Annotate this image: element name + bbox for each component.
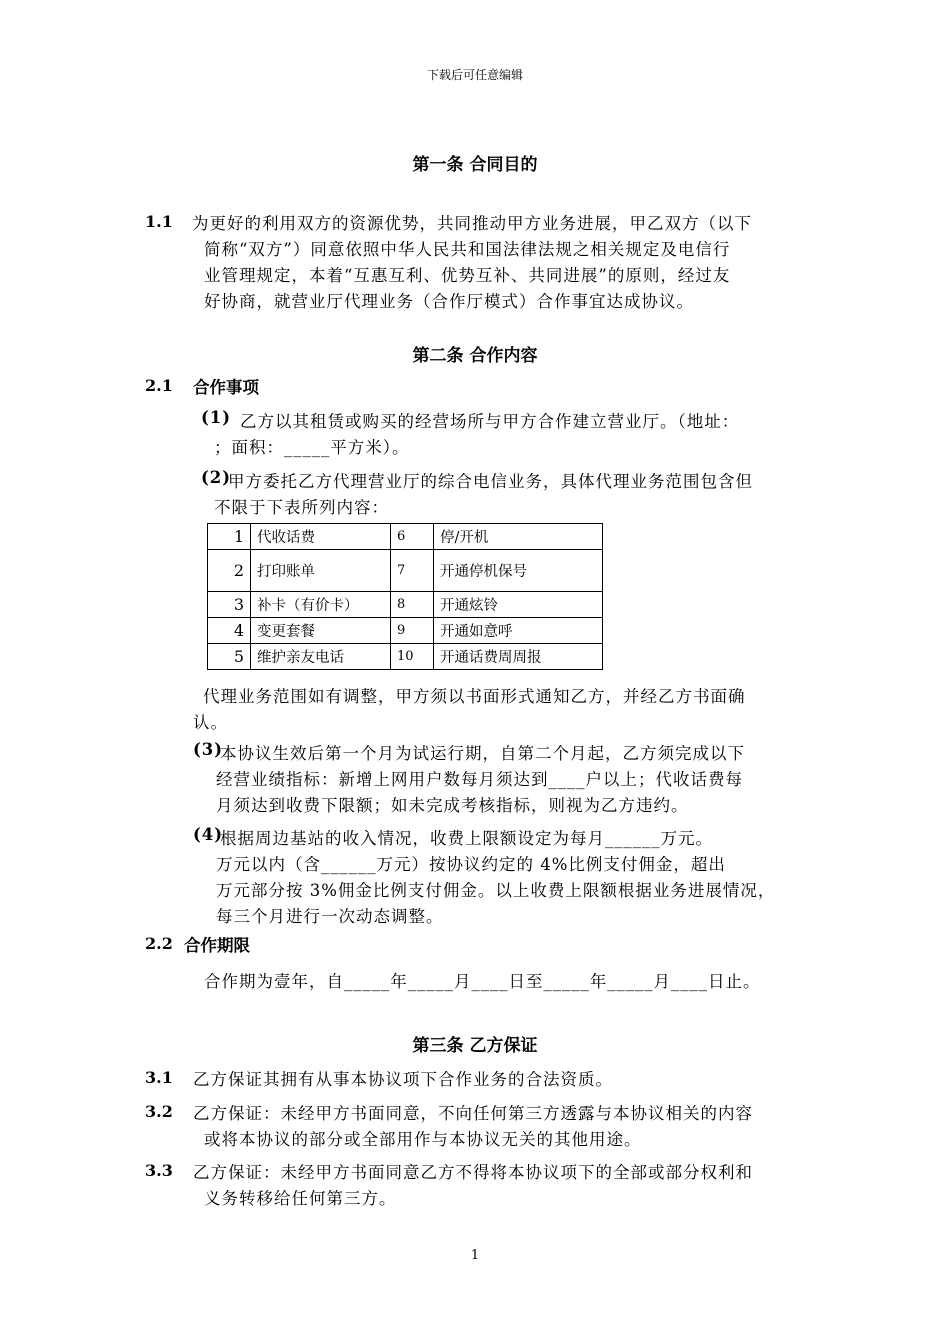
clause-3-2-line-2: 或将本协议的部分或全部用作与本协议无关的其他用途。 xyxy=(204,1130,642,1149)
item-1-number: (1) xyxy=(201,408,232,427)
clause-1-1-number: 1.1 xyxy=(145,212,173,231)
service-name: 代收话费 xyxy=(251,524,391,550)
section-2-2-title: 合作期限 xyxy=(184,936,250,955)
service-name: 开通话费周周报 xyxy=(434,644,603,670)
service-number: 8 xyxy=(391,592,434,618)
service-name: 变更套餐 xyxy=(251,618,391,644)
item-2-number: (2) xyxy=(201,468,232,487)
service-number: 5 xyxy=(208,644,251,670)
clause-1-1-line-3: 业管理规定，本着“互惠互利、优势互补、共同进展”的原则，经过友 xyxy=(204,266,731,285)
service-number: 9 xyxy=(391,618,434,644)
item-4-line-1: 根据周边基站的收入情况，收费上限额设定为每月______万元。 xyxy=(220,829,713,848)
table-row xyxy=(208,618,603,644)
adjustment-line-2: 认。 xyxy=(193,713,228,732)
item-3-line-2: 经营业绩指标：新增上网用户数每月须达到____户以上；代收话费每 xyxy=(216,770,743,789)
item-3-line-3: 月须达到收费下限额；如未完成考核指标，则视为乙方违约。 xyxy=(216,796,689,815)
service-name: 开通停机保号 xyxy=(434,550,603,592)
section-2-2-number: 2.2 xyxy=(145,934,173,953)
service-number: 6 xyxy=(391,524,434,550)
clause-3-3-line-2: 义务转移给任何第三方。 xyxy=(204,1189,397,1208)
article-1-title: 第一条 合同目的 xyxy=(412,155,538,175)
item-2-line-2: 不限于下表所列内容： xyxy=(214,498,389,517)
service-name: 维护亲友电话 xyxy=(251,644,391,670)
service-name: 补卡（有价卡） xyxy=(251,592,391,618)
clause-3-1-line-1: 乙方保证其拥有从事本协议项下合作业务的合法资质。 xyxy=(193,1070,613,1089)
service-number: 10 xyxy=(391,644,434,670)
item-2-line-1: 甲方委托乙方代理营业厅的综合电信业务，具体代理业务范围包含但 xyxy=(228,472,753,491)
service-number: 2 xyxy=(208,550,251,592)
clause-1-1-line-4: 好协商，就营业厅代理业务（合作厅模式）合作事宜达成协议。 xyxy=(204,292,694,311)
article-2-title: 第二条 合作内容 xyxy=(412,346,538,366)
clause-3-2-line-1: 乙方保证：未经甲方书面同意，不向任何第三方透露与本协议相关的内容 xyxy=(193,1104,753,1123)
service-number: 7 xyxy=(391,550,434,592)
item-4-line-4: 每三个月进行一次动态调整。 xyxy=(216,907,444,926)
service-number: 3 xyxy=(208,592,251,618)
table-row xyxy=(208,592,603,618)
item-3-number: (3) xyxy=(193,740,224,759)
adjustment-line-1: 代理业务范围如有调整，甲方须以书面形式通知乙方，并经乙方书面确 xyxy=(203,687,746,706)
page-header: 下载后可任意编辑 xyxy=(426,68,523,82)
service-number: 4 xyxy=(208,618,251,644)
service-name: 打印账单 xyxy=(251,550,391,592)
article-3-title: 第三条 乙方保证 xyxy=(412,1036,538,1056)
clause-1-1-line-2: 简称“双方”）同意依照中华人民共和国法律法规之相关规定及电信行 xyxy=(204,240,731,259)
clause-3-2-number: 3.2 xyxy=(145,1102,173,1121)
item-3-line-1: 本协议生效后第一个月为试运行期，自第二个月起，乙方须完成以下 xyxy=(220,744,745,763)
page-number: 1 xyxy=(470,1248,480,1263)
service-name: 停/开机 xyxy=(434,524,603,550)
section-2-1-number: 2.1 xyxy=(145,376,173,395)
item-4-line-3: 万元部分按 3%佣金比例支付佣金。以上收费上限额根据业务进展情况， xyxy=(216,881,776,900)
term-line: 合作期为壹年，自_____年_____月____日至_____年_____月____日止。 xyxy=(204,972,761,991)
table-row xyxy=(208,644,603,670)
service-name: 开通如意呼 xyxy=(434,618,603,644)
item-4-line-2: 万元以内（含______万元）按协议约定的 4%比例支付佣金，超出 xyxy=(216,855,726,874)
service-number: 1 xyxy=(208,524,251,550)
section-2-1-title: 合作事项 xyxy=(193,378,259,397)
item-1-line-2: ；面积：_____平方米）。 xyxy=(214,438,410,457)
table-row xyxy=(208,524,603,550)
table-row xyxy=(208,550,603,592)
item-1-line-1: 乙方以其租赁或购买的经营场所与甲方合作建立营业厅。（地址： xyxy=(240,412,740,431)
clause-1-1-line-1: 为更好的利用双方的资源优势，共同推动甲方业务进展，甲乙双方（以下 xyxy=(192,214,752,233)
services-table xyxy=(207,523,603,670)
service-name: 开通炫铃 xyxy=(434,592,603,618)
clause-3-3-number: 3.3 xyxy=(145,1161,173,1180)
clause-3-1-number: 3.1 xyxy=(145,1068,173,1087)
item-4-number: (4) xyxy=(193,825,224,844)
clause-3-3-line-1: 乙方保证：未经甲方书面同意乙方不得将本协议项下的全部或部分权利和 xyxy=(193,1163,753,1182)
